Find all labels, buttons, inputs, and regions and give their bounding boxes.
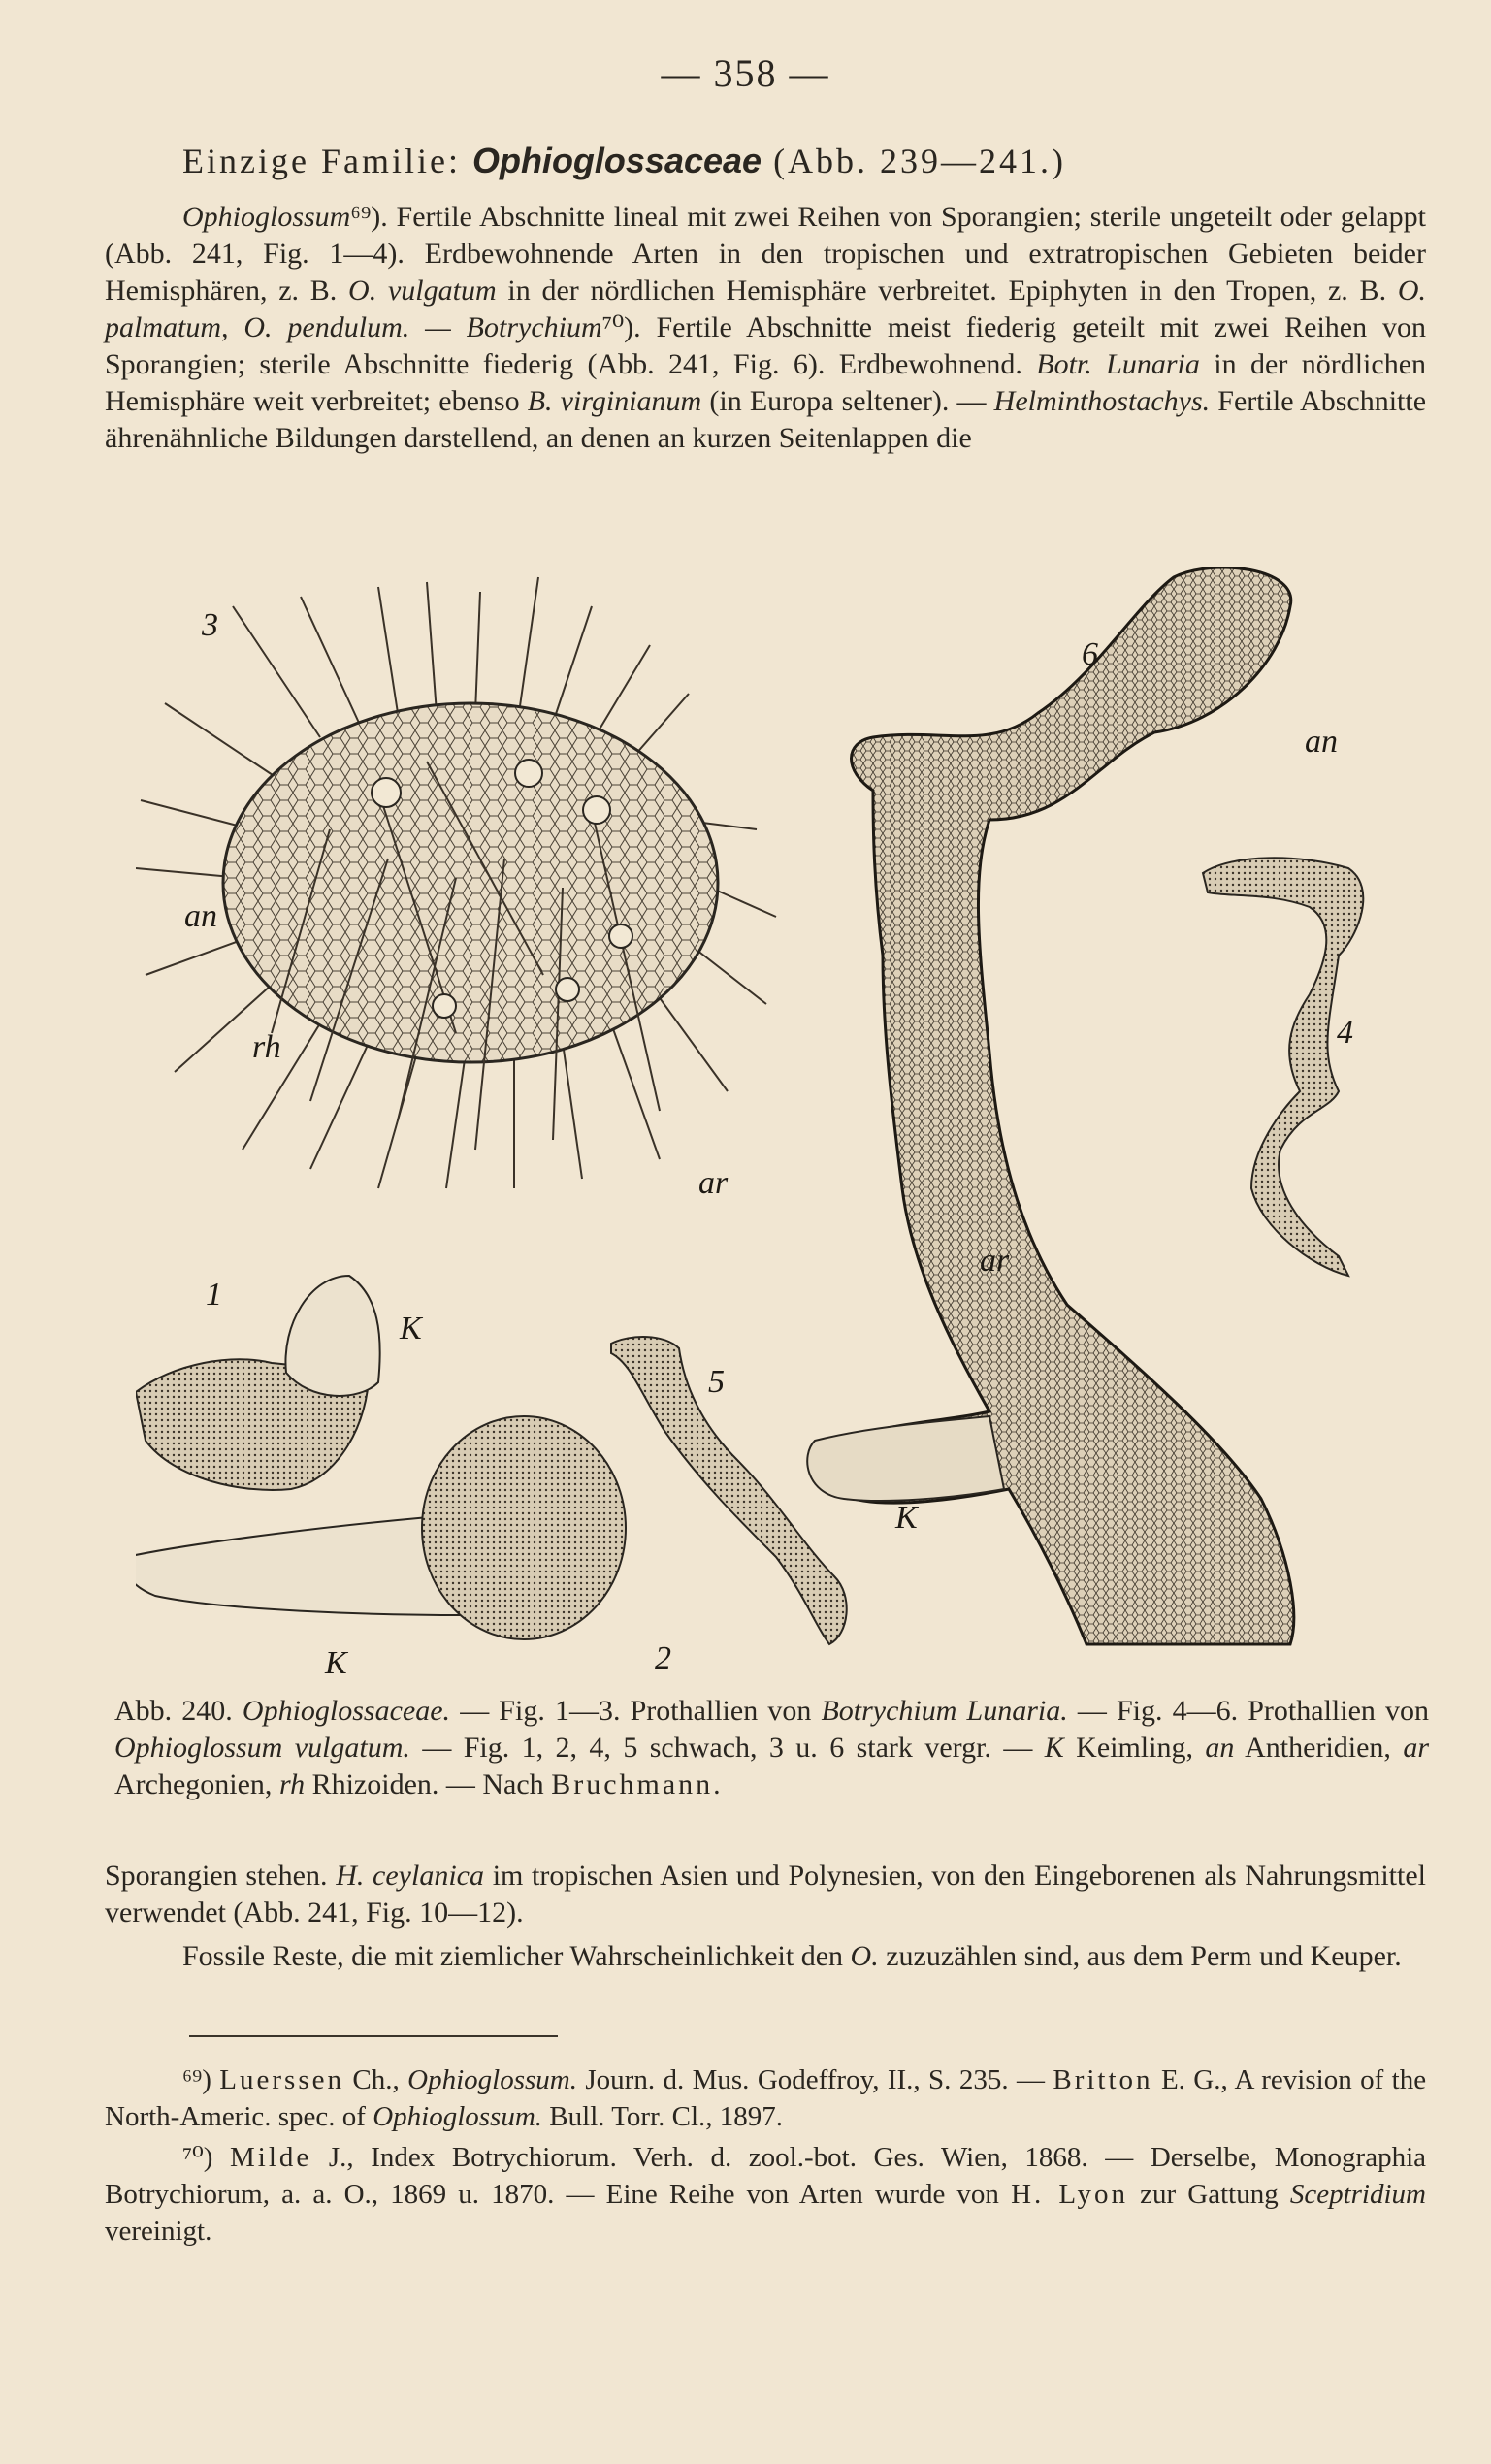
label-fig1: 1 xyxy=(206,1277,222,1313)
term: O. xyxy=(850,1940,879,1972)
term: Ophioglossum xyxy=(182,201,351,233)
text: ⁷⁰). Fertile Abschnitte meist fiederig geteilt mit zwei Reihen von Sporangien; sterile Abschnitte fiederig (Abb. 241, Fig. 6). Erdbewohnend. xyxy=(105,311,1427,380)
text: Sporangien stehen. xyxy=(105,1860,328,1892)
text: Journ. d. Mus. Godeffroy, II., S. 235. — xyxy=(585,2064,1045,2095)
text: in der nördlichen Hemisphäre weit verbreitet; ebenso xyxy=(105,348,1427,417)
text: ⁶⁹). Fertile Abschnitte lineal mit zwei Reihen von Sporangien; sterile ungeteilt oder gelappt (Abb. 241, Fig. 1—4). Erdbewohnende Arten in den tropischen und extratropischen Gebieten beider Hemisphären, z. B. xyxy=(105,201,1426,307)
label-fig5: 5 xyxy=(708,1364,725,1400)
footnote-divider xyxy=(189,2035,558,2037)
author: Milde xyxy=(230,2142,312,2173)
term: O. palmatum, O. pendulum. — Botrychium xyxy=(105,275,1427,343)
figure-4-prothallium xyxy=(1203,858,1363,1276)
term: B. virginianum xyxy=(527,385,702,417)
label-fig6: 6 xyxy=(1082,636,1098,672)
paragraph-ophioglossum xyxy=(105,199,1426,457)
caption-text: — Fig. 4—6. Prothallien von xyxy=(1077,1695,1430,1727)
caption-text: Keimling, xyxy=(1076,1732,1193,1764)
label-fig2: 2 xyxy=(655,1640,671,1676)
text: vereinigt. xyxy=(105,2216,212,2247)
caption-term: K xyxy=(1044,1732,1064,1764)
author: H. Lyon xyxy=(1011,2179,1128,2210)
caption-text: Abb. 240. xyxy=(114,1695,233,1727)
caption-term: Ophioglossaceae. xyxy=(242,1695,451,1727)
heading-prefix: Einzige Familie: xyxy=(182,142,461,180)
label-K-fig2: K xyxy=(325,1645,347,1681)
label-an-fig6: an xyxy=(1305,724,1338,760)
text: Fossile Reste, die mit ziemlicher Wahrscheinlichkeit den xyxy=(182,1940,844,1972)
caption-term: Ophioglossum vulgatum. xyxy=(114,1732,410,1764)
page-number: — 358 — xyxy=(661,51,830,95)
prothallium-illustration xyxy=(136,567,1397,1683)
author: Luerssen xyxy=(219,2064,344,2095)
author: Britton xyxy=(1053,2064,1153,2095)
figure-3-prothallium xyxy=(136,577,776,1188)
label-K-fig1: K xyxy=(400,1311,422,1346)
term: Helminthostachys. xyxy=(993,385,1211,417)
text: E. G., A revision of the North-Americ. spec. of xyxy=(105,2064,1427,2132)
text: zuzuzählen sind, aus dem Perm und Keuper. xyxy=(886,1940,1402,1972)
caption-text: Rhizoiden. — Nach xyxy=(311,1768,544,1800)
text: in der nördlichen Hemisphäre verbreitet. Epiphyten in den Tropen, z. B. xyxy=(507,275,1387,307)
paragraph-helminthostachys xyxy=(105,1858,1426,1931)
label-rh: rh xyxy=(252,1029,281,1065)
label-fig4: 4 xyxy=(1337,1015,1353,1051)
term: Ophioglossum. xyxy=(373,2101,543,2132)
footnote-number: ⁷⁰) xyxy=(182,2142,213,2173)
caption-text: — Fig. 1—3. Prothallien von xyxy=(460,1695,812,1727)
section-heading xyxy=(182,141,1066,181)
label-fig3: 3 xyxy=(202,607,218,643)
text: (in Europa seltener). — xyxy=(709,385,987,417)
footnote-number: ⁶⁹) xyxy=(182,2064,211,2095)
term: Ophioglossum. xyxy=(407,2064,577,2095)
caption-author: Bruchmann. xyxy=(551,1768,724,1800)
footnote-70 xyxy=(105,2139,1426,2250)
figure-caption xyxy=(114,1693,1429,1803)
footnote-69 xyxy=(105,2061,1426,2135)
figure-1-prothallium xyxy=(136,1276,380,1490)
label-ar-fig3: ar xyxy=(698,1165,729,1201)
term: Botr. Lunaria xyxy=(1036,348,1200,380)
heading-figure-ref: (Abb. 239—241.) xyxy=(773,142,1067,180)
caption-text: Archegonien, xyxy=(114,1768,273,1800)
term: Sceptridium xyxy=(1289,2179,1426,2210)
text: Bull. Torr. Cl., 1897. xyxy=(549,2101,784,2132)
paragraph-fossils xyxy=(105,1938,1426,1975)
label-an-fig3: an xyxy=(184,898,217,934)
text: Ch., xyxy=(352,2064,400,2095)
caption-term: ar xyxy=(1403,1732,1430,1764)
caption-term: Botrychium Lunaria. xyxy=(821,1695,1068,1727)
term: H. ceylanica xyxy=(336,1860,484,1892)
caption-text: — Fig. 1, 2, 4, 5 schwach, 3 u. 6 stark vergr. — xyxy=(422,1732,1033,1764)
label-K-fig6: K xyxy=(895,1500,918,1536)
text: J., Index Botrychiorum. Verh. d. zool.-bot. Ges. Wien, 1868. — Derselbe, Monographia Botrychiorum, a. a. O., 1869 u. 1870. — Eine Reihe von Arten wurde von xyxy=(105,2142,1426,2210)
caption-term: an xyxy=(1205,1732,1235,1764)
embryo-shape xyxy=(807,1416,1004,1501)
figure-5-prothallium xyxy=(611,1337,847,1644)
text: im tropischen Asien und Polynesien, von den Eingeborenen als Nahrungsmittel verwendet (Abb. 241, Fig. 10—12). xyxy=(105,1860,1426,1929)
text: Fertile Abschnitte ährenähnliche Bildungen darstellend, an denen an kurzen Seitenlappen die xyxy=(105,385,1427,454)
text: zur Gattung xyxy=(1140,2179,1279,2210)
caption-term: rh xyxy=(278,1768,306,1800)
label-ar-fig6: ar xyxy=(980,1243,1010,1279)
heading-family-name: Ophioglossaceae xyxy=(471,141,762,180)
caption-text: Antheridien, xyxy=(1245,1732,1391,1764)
term: O. vulgatum xyxy=(348,275,497,307)
